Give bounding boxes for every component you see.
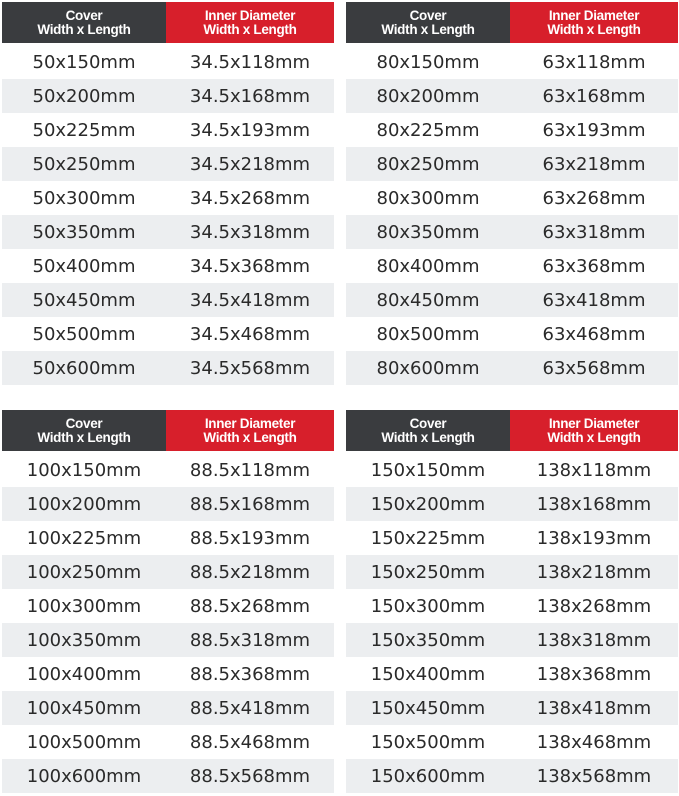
inner-size-cell: 63x418mm bbox=[542, 289, 646, 311]
cover-size-cell: 100x600mm bbox=[26, 765, 142, 787]
inner-size-cell: 138x168mm bbox=[536, 493, 652, 515]
table-body bbox=[2, 453, 334, 793]
inner-size-cell: 138x418mm bbox=[536, 697, 652, 719]
table-row bbox=[346, 113, 678, 147]
cover-size-cell: 150x600mm bbox=[370, 765, 486, 787]
table-row bbox=[346, 691, 678, 725]
table-row bbox=[2, 113, 334, 147]
cover-size-cell: 50x450mm bbox=[32, 289, 136, 311]
cover-size-cell: 80x300mm bbox=[376, 187, 480, 209]
table-header bbox=[2, 410, 334, 451]
table-row bbox=[346, 249, 678, 283]
table-row bbox=[346, 283, 678, 317]
table-row bbox=[346, 45, 678, 79]
cover-size-cell: 100x400mm bbox=[26, 663, 142, 685]
table-row bbox=[346, 79, 678, 113]
inner-size-cell: 138x268mm bbox=[536, 595, 652, 617]
table-body bbox=[2, 45, 334, 385]
cover-size-cell: 100x350mm bbox=[26, 629, 142, 651]
inner-header-line1: Inner Diameter bbox=[548, 415, 640, 431]
inner-header-line2: Width x Length bbox=[203, 21, 297, 37]
inner-size-cell: 138x468mm bbox=[536, 731, 652, 753]
inner-size-cell: 63x368mm bbox=[542, 255, 646, 277]
table-row bbox=[346, 215, 678, 249]
inner-size-cell: 88.5x418mm bbox=[189, 697, 311, 719]
cover-size-cell: 100x300mm bbox=[26, 595, 142, 617]
inner-size-cell: 63x168mm bbox=[542, 85, 646, 107]
table-row bbox=[2, 691, 334, 725]
size-table-80 bbox=[346, 2, 678, 385]
inner-size-cell: 63x193mm bbox=[542, 119, 646, 141]
inner-size-cell: 138x318mm bbox=[536, 629, 652, 651]
table-body bbox=[346, 453, 678, 793]
inner-size-cell: 138x118mm bbox=[536, 459, 652, 481]
inner-size-cell: 34.5x118mm bbox=[189, 51, 311, 73]
cover-size-cell: 50x150mm bbox=[32, 51, 136, 73]
inner-size-cell: 88.5x368mm bbox=[189, 663, 311, 685]
cover-size-cell: 150x400mm bbox=[370, 663, 486, 685]
inner-header-line1: Inner Diameter bbox=[204, 415, 296, 431]
inner-size-cell: 88.5x468mm bbox=[189, 731, 311, 753]
inner-size-cell: 34.5x318mm bbox=[189, 221, 311, 243]
inner-size-cell: 88.5x568mm bbox=[189, 765, 311, 787]
cover-size-cell: 80x250mm bbox=[376, 153, 480, 175]
table-row bbox=[2, 589, 334, 623]
cover-size-cell: 100x450mm bbox=[26, 697, 142, 719]
cover-size-cell: 100x500mm bbox=[26, 731, 142, 753]
inner-size-cell: 34.5x568mm bbox=[189, 357, 311, 379]
cover-header-line2: Width x Length bbox=[381, 429, 475, 445]
table-row bbox=[346, 317, 678, 351]
cover-size-cell: 150x150mm bbox=[370, 459, 486, 481]
cover-size-cell: 80x500mm bbox=[376, 323, 480, 345]
table-row bbox=[346, 725, 678, 759]
inner-size-cell: 138x568mm bbox=[536, 765, 652, 787]
inner-size-cell: 63x318mm bbox=[542, 221, 646, 243]
cover-size-cell: 150x200mm bbox=[370, 493, 486, 515]
inner-size-cell: 34.5x368mm bbox=[189, 255, 311, 277]
cover-size-cell: 80x350mm bbox=[376, 221, 480, 243]
table-row bbox=[2, 725, 334, 759]
inner-size-cell: 34.5x418mm bbox=[189, 289, 311, 311]
table-row bbox=[2, 45, 334, 79]
cover-column-header bbox=[2, 410, 166, 451]
inner-size-cell: 63x568mm bbox=[542, 357, 646, 379]
table-header bbox=[2, 2, 334, 43]
table-row bbox=[2, 521, 334, 555]
cover-size-cell: 50x350mm bbox=[32, 221, 136, 243]
inner-size-cell: 88.5x318mm bbox=[189, 629, 311, 651]
table-body bbox=[346, 45, 678, 385]
table-row bbox=[346, 351, 678, 385]
inner-size-cell: 88.5x268mm bbox=[189, 595, 311, 617]
cover-column-header bbox=[2, 2, 166, 43]
cover-size-cell: 80x225mm bbox=[376, 119, 480, 141]
table-row bbox=[2, 487, 334, 521]
inner-size-cell: 88.5x168mm bbox=[189, 493, 311, 515]
inner-header-line2: Width x Length bbox=[547, 21, 641, 37]
cover-header-line1: Cover bbox=[409, 7, 447, 23]
inner-size-cell: 63x218mm bbox=[542, 153, 646, 175]
inner-header-line2: Width x Length bbox=[547, 429, 641, 445]
inner-size-cell: 63x468mm bbox=[542, 323, 646, 345]
table-row bbox=[2, 283, 334, 317]
cover-header-line1: Cover bbox=[409, 415, 447, 431]
inner-size-cell: 63x118mm bbox=[542, 51, 646, 73]
size-table-50 bbox=[2, 2, 334, 385]
table-row bbox=[2, 79, 334, 113]
inner-size-cell: 138x368mm bbox=[536, 663, 652, 685]
table-row bbox=[2, 453, 334, 487]
inner-size-cell: 34.5x193mm bbox=[189, 119, 311, 141]
size-table-100 bbox=[2, 410, 334, 793]
inner-size-cell: 88.5x193mm bbox=[189, 527, 311, 549]
table-row bbox=[2, 317, 334, 351]
table-header bbox=[346, 2, 678, 43]
cover-size-cell: 100x200mm bbox=[26, 493, 142, 515]
table-row bbox=[2, 555, 334, 589]
cover-size-cell: 50x400mm bbox=[32, 255, 136, 277]
cover-size-cell: 100x250mm bbox=[26, 561, 142, 583]
cover-size-cell: 150x500mm bbox=[370, 731, 486, 753]
inner-header-line1: Inner Diameter bbox=[548, 7, 640, 23]
inner-diameter-column-header bbox=[510, 2, 678, 43]
cover-size-cell: 80x600mm bbox=[376, 357, 480, 379]
inner-diameter-column-header bbox=[166, 2, 334, 43]
table-row bbox=[346, 623, 678, 657]
cover-size-cell: 100x225mm bbox=[26, 527, 142, 549]
cover-size-cell: 50x225mm bbox=[32, 119, 136, 141]
table-row bbox=[346, 147, 678, 181]
cover-column-header bbox=[346, 2, 510, 43]
table-row bbox=[346, 759, 678, 793]
cover-header-line2: Width x Length bbox=[37, 429, 131, 445]
table-row bbox=[2, 147, 334, 181]
cover-size-cell: 150x350mm bbox=[370, 629, 486, 651]
inner-size-cell: 34.5x268mm bbox=[189, 187, 311, 209]
cover-header-line2: Width x Length bbox=[381, 21, 475, 37]
inner-size-cell: 34.5x468mm bbox=[189, 323, 311, 345]
cover-size-cell: 50x600mm bbox=[32, 357, 136, 379]
cover-size-cell: 50x300mm bbox=[32, 187, 136, 209]
table-row bbox=[346, 657, 678, 691]
table-row bbox=[346, 487, 678, 521]
cover-size-cell: 150x225mm bbox=[370, 527, 486, 549]
cover-size-cell: 150x250mm bbox=[370, 561, 486, 583]
cover-size-cell: 100x150mm bbox=[26, 459, 142, 481]
cover-size-cell: 80x150mm bbox=[376, 51, 480, 73]
cover-size-cell: 150x450mm bbox=[370, 697, 486, 719]
cover-size-cell: 80x200mm bbox=[376, 85, 480, 107]
cover-header-line1: Cover bbox=[65, 415, 103, 431]
table-row bbox=[2, 657, 334, 691]
inner-diameter-column-header bbox=[166, 410, 334, 451]
size-table-150 bbox=[346, 410, 678, 793]
table-row bbox=[2, 181, 334, 215]
table-row bbox=[346, 453, 678, 487]
table-row bbox=[2, 215, 334, 249]
inner-size-cell: 34.5x218mm bbox=[189, 153, 311, 175]
inner-size-cell: 34.5x168mm bbox=[189, 85, 311, 107]
table-row bbox=[2, 623, 334, 657]
table-row bbox=[2, 351, 334, 385]
cover-size-cell: 150x300mm bbox=[370, 595, 486, 617]
cover-size-cell: 50x500mm bbox=[32, 323, 136, 345]
cover-column-header bbox=[346, 410, 510, 451]
inner-size-cell: 138x193mm bbox=[536, 527, 652, 549]
inner-diameter-column-header bbox=[510, 410, 678, 451]
table-row bbox=[346, 589, 678, 623]
inner-size-cell: 63x268mm bbox=[542, 187, 646, 209]
inner-size-cell: 88.5x218mm bbox=[189, 561, 311, 583]
inner-size-cell: 138x218mm bbox=[536, 561, 652, 583]
inner-size-cell: 88.5x118mm bbox=[189, 459, 311, 481]
inner-header-line1: Inner Diameter bbox=[204, 7, 296, 23]
cover-size-cell: 80x450mm bbox=[376, 289, 480, 311]
cover-size-cell: 50x200mm bbox=[32, 85, 136, 107]
table-row bbox=[346, 521, 678, 555]
table-row bbox=[2, 759, 334, 793]
cover-size-cell: 50x250mm bbox=[32, 153, 136, 175]
table-row bbox=[346, 555, 678, 589]
table-row bbox=[346, 181, 678, 215]
table-row bbox=[2, 249, 334, 283]
cover-header-line2: Width x Length bbox=[37, 21, 131, 37]
cover-size-cell: 80x400mm bbox=[376, 255, 480, 277]
table-header bbox=[346, 410, 678, 451]
cover-header-line1: Cover bbox=[65, 7, 103, 23]
inner-header-line2: Width x Length bbox=[203, 429, 297, 445]
